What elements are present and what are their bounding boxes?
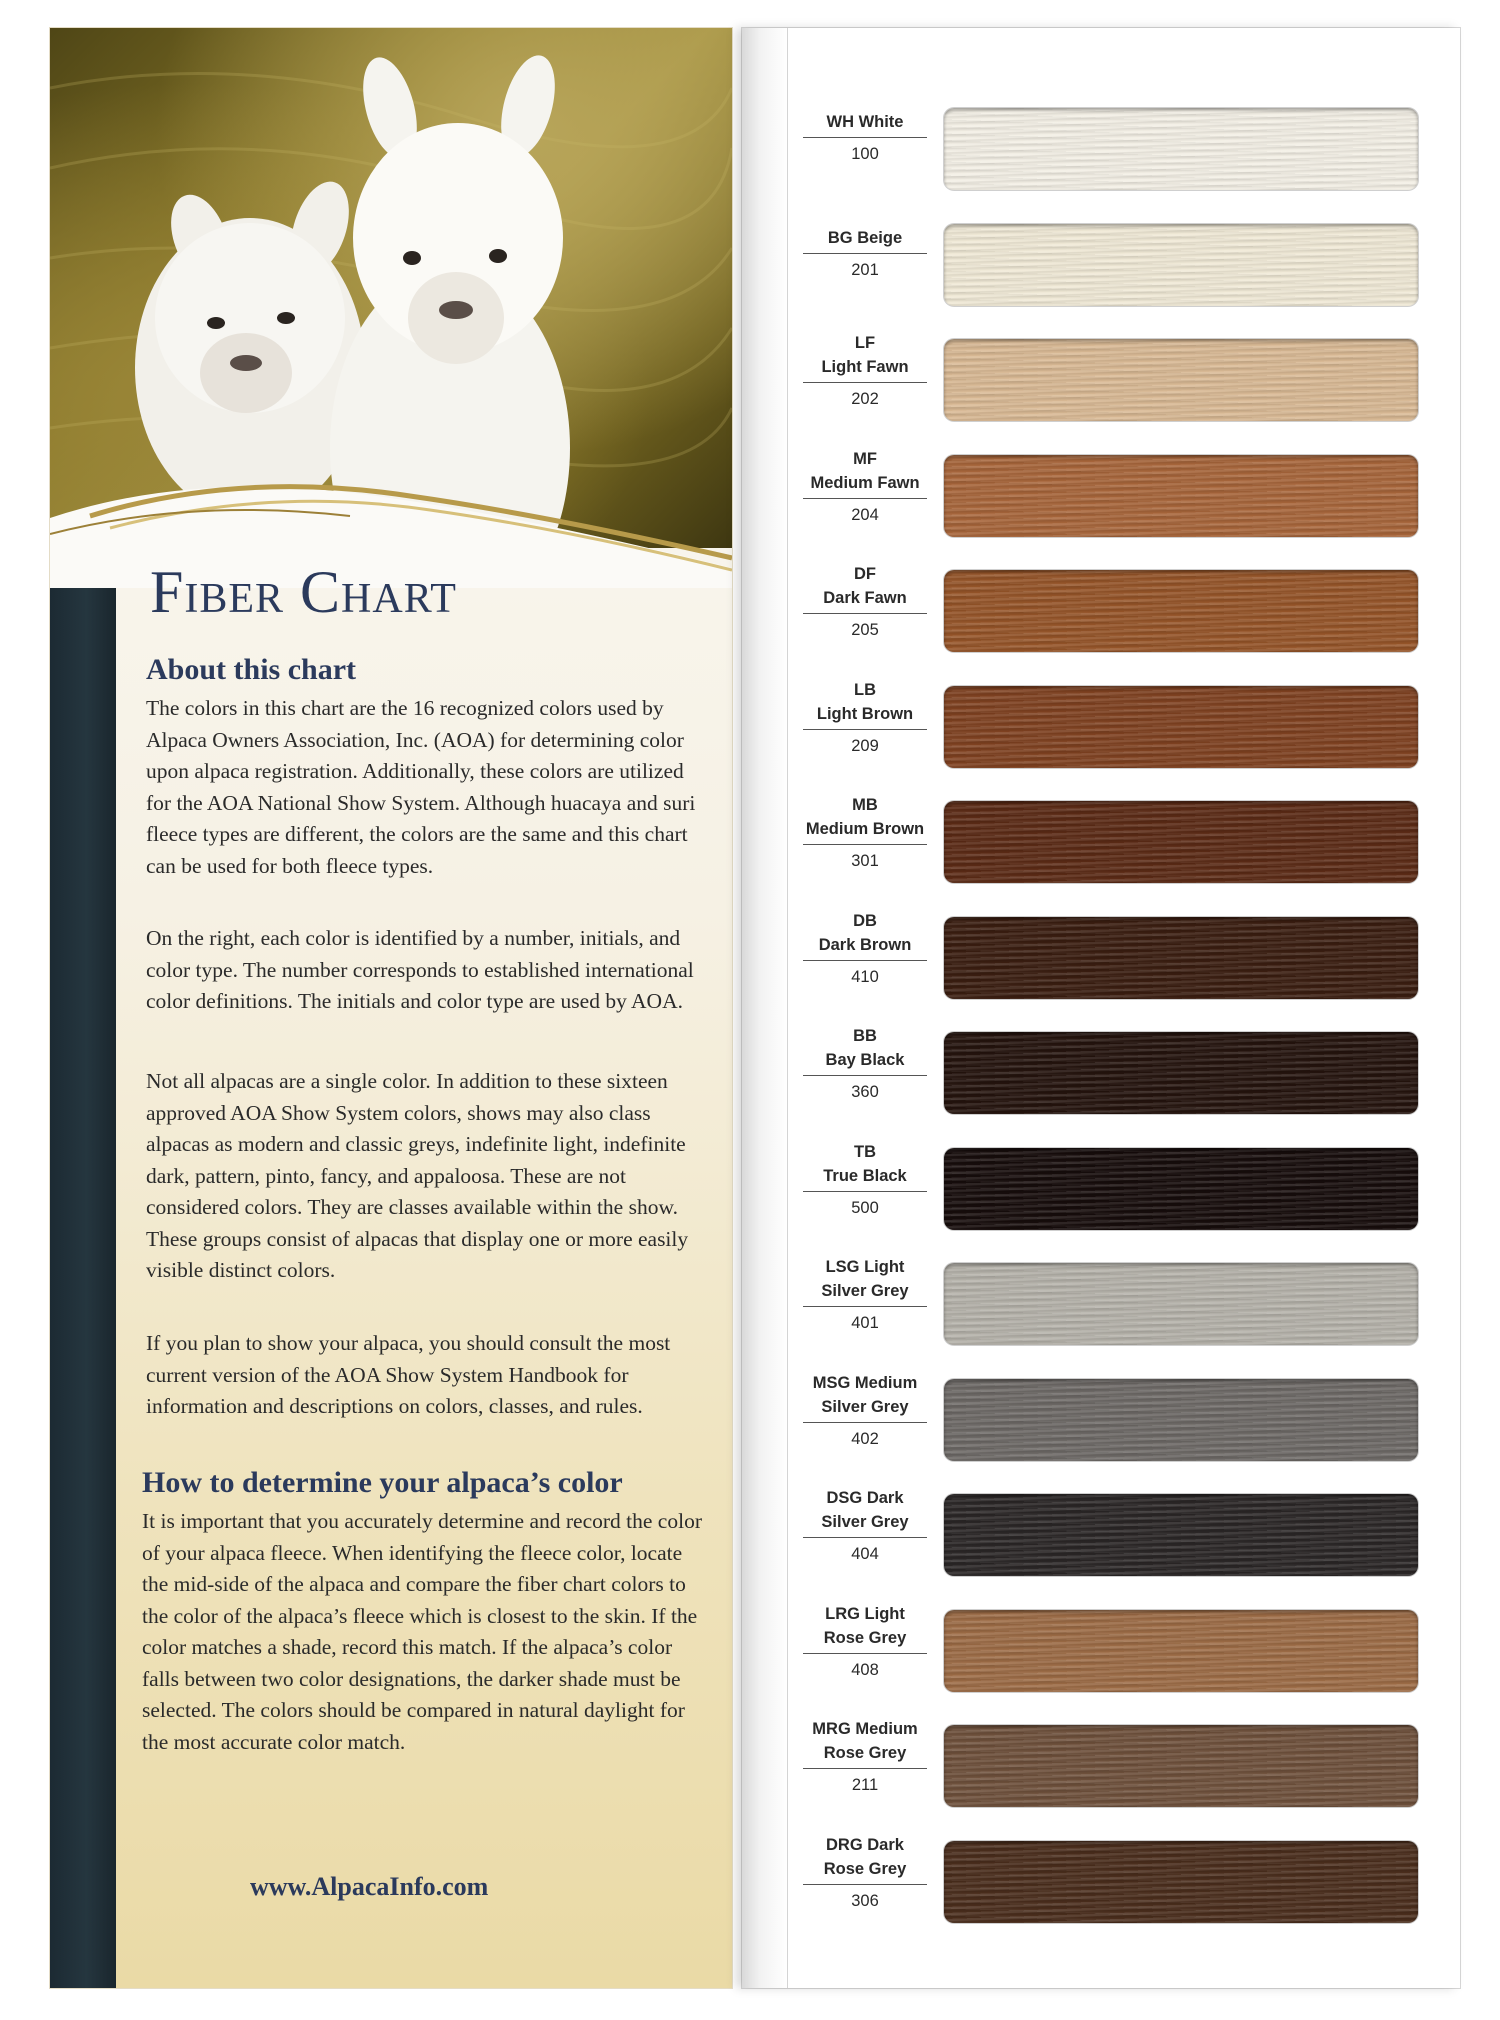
swatch-label bbox=[800, 1717, 930, 1797]
label-divider bbox=[803, 1075, 927, 1076]
swatch-initials: BB bbox=[853, 1027, 877, 1045]
fiber-swatch bbox=[944, 339, 1418, 421]
swatch-color-type: True Black bbox=[823, 1166, 907, 1185]
swatch-card bbox=[742, 28, 1460, 1988]
swatch-color-type: Silver Grey bbox=[821, 1513, 909, 1531]
swatch-label bbox=[800, 110, 930, 166]
swatch-label bbox=[800, 447, 930, 527]
website-url: www.AlpacaInfo.com bbox=[250, 1872, 489, 1901]
swatch-color-type: Silver Grey bbox=[821, 1282, 909, 1300]
swatch-row bbox=[742, 1373, 1460, 1473]
swatch-row bbox=[742, 1604, 1460, 1704]
fiber-swatch bbox=[944, 1032, 1418, 1114]
fiber-swatch bbox=[944, 917, 1418, 999]
swatch-label bbox=[800, 909, 930, 989]
swatch-color-type: Medium Fawn bbox=[810, 473, 920, 492]
swatch-initials: LB bbox=[854, 680, 876, 699]
swatch-initials: DSG Dark bbox=[826, 1489, 904, 1507]
swatch-initials: WH White bbox=[826, 113, 904, 131]
fiber-swatch bbox=[944, 108, 1418, 190]
label-divider bbox=[803, 1653, 927, 1654]
swatch-row bbox=[742, 1488, 1460, 1588]
label-divider bbox=[803, 613, 927, 614]
swatch-row bbox=[742, 795, 1460, 895]
swatch-label bbox=[800, 1255, 930, 1335]
swatch-row bbox=[742, 449, 1460, 549]
fiber-swatch bbox=[944, 1494, 1418, 1576]
label-divider bbox=[803, 382, 927, 383]
swatch-row bbox=[742, 564, 1460, 664]
swatch-row bbox=[742, 1257, 1460, 1357]
swatch-color-type: Rose Grey bbox=[823, 1859, 907, 1878]
swatch-number: 360 bbox=[851, 1083, 879, 1101]
label-divider bbox=[803, 1768, 927, 1769]
card-fold-crease bbox=[742, 28, 788, 1988]
label-divider bbox=[803, 137, 927, 138]
swatch-color-type: Light Brown bbox=[816, 704, 914, 723]
page-title: Fiber Chart bbox=[150, 559, 457, 625]
swatch-label bbox=[800, 793, 930, 873]
label-divider bbox=[803, 1306, 927, 1307]
fiber-swatch bbox=[944, 1263, 1418, 1345]
about-paragraph-3: Not all alpacas are a single color. In addition to these sixteen approved AOA Show System colors, shows may also class alpacas as modern and classic greys, indefinite light, indefinite dark, pattern, pinto, fancy, and appaloosa. These are not considered colors. They are classes available within the show. These groups consist of alpacas that display one or more easily visible distinct colors. bbox=[146, 1069, 689, 1282]
fiber-swatch bbox=[944, 1148, 1418, 1230]
about-heading: About this chart bbox=[146, 653, 357, 686]
swatch-row bbox=[742, 333, 1460, 433]
swatch-label bbox=[800, 331, 930, 411]
swatch-label bbox=[800, 1024, 930, 1104]
swatch-initials: LSG Light bbox=[825, 1258, 905, 1276]
swatch-number: 410 bbox=[851, 967, 879, 986]
swatch-initials: LRG Light bbox=[825, 1604, 905, 1623]
swatch-row bbox=[742, 1026, 1460, 1126]
swatch-initials: LF bbox=[854, 334, 876, 352]
swatch-number: 201 bbox=[851, 260, 879, 279]
label-divider bbox=[803, 1884, 927, 1885]
swatch-label bbox=[800, 1486, 930, 1566]
swatch-initials: DF bbox=[854, 565, 876, 583]
swatch-number: 202 bbox=[851, 390, 879, 408]
swatch-row bbox=[742, 680, 1460, 780]
swatch-number: 401 bbox=[851, 1314, 879, 1332]
swatch-label bbox=[800, 1833, 930, 1913]
about-paragraph-2: On the right, each color is identified by a number, initials, and color type. The number corresponds to established international color definitions. The initials and color type are used by AOA. bbox=[146, 926, 694, 1013]
fiber-swatch bbox=[944, 801, 1418, 883]
fiber-swatch bbox=[944, 1610, 1418, 1692]
label-divider bbox=[803, 1422, 927, 1423]
swatch-number: 306 bbox=[851, 1891, 879, 1910]
swatch-number: 100 bbox=[851, 145, 879, 163]
label-divider bbox=[803, 960, 927, 961]
swatch-initials: MSG Medium bbox=[812, 1373, 918, 1392]
swatch-initials: MF bbox=[853, 449, 877, 468]
fiber-swatch bbox=[944, 1379, 1418, 1461]
swatch-initials: TB bbox=[854, 1142, 876, 1161]
swatch-number: 408 bbox=[851, 1660, 879, 1679]
swatch-row bbox=[742, 1835, 1460, 1935]
swatch-row bbox=[742, 1142, 1460, 1242]
swatch-number: 211 bbox=[851, 1776, 879, 1794]
swatch-initials: MB bbox=[852, 796, 878, 814]
swatch-number: 205 bbox=[851, 621, 879, 639]
brochure-panel bbox=[50, 28, 732, 1988]
swatch-color-type: Rose Grey bbox=[823, 1744, 907, 1762]
fiber-swatch bbox=[944, 1841, 1418, 1923]
fiber-swatch bbox=[944, 455, 1418, 537]
label-divider bbox=[803, 1537, 927, 1538]
swatch-color-type: Dark Brown bbox=[818, 935, 912, 954]
swatch-number: 500 bbox=[851, 1198, 879, 1217]
swatch-label bbox=[800, 1602, 930, 1682]
swatch-initials: BG Beige bbox=[827, 228, 903, 247]
swatch-row bbox=[742, 218, 1460, 318]
fiber-swatch bbox=[944, 686, 1418, 768]
swatch-color-type: Light Fawn bbox=[821, 358, 909, 376]
swatch-label bbox=[800, 678, 930, 758]
label-divider bbox=[803, 253, 927, 254]
swatch-label bbox=[800, 1140, 930, 1220]
swatch-number: 204 bbox=[851, 505, 879, 524]
swatch-color-type: Dark Fawn bbox=[823, 589, 907, 607]
swatch-initials: MRG Medium bbox=[812, 1720, 918, 1738]
swatch-row bbox=[742, 102, 1460, 202]
fiber-swatch bbox=[944, 570, 1418, 652]
about-paragraph-4: If you plan to show your alpaca, you should consult the most current version of the AOA Show System Handbook for information and descriptions on colors, classes, and rules. bbox=[146, 1331, 671, 1418]
swatch-number: 209 bbox=[851, 736, 879, 755]
swatch-color-type: Medium Brown bbox=[805, 820, 925, 838]
swatch-initials: DB bbox=[853, 911, 877, 930]
label-divider bbox=[803, 844, 927, 845]
howto-heading: How to determine your alpaca’s color bbox=[142, 1466, 623, 1499]
label-divider bbox=[803, 498, 927, 499]
about-paragraph-1: The colors in this chart are the 16 recognized colors used by Alpaca Owners Association, Inc. (AOA) for determining color upon alpaca registration. Additionally, these colors are utilized for the AOA National Show System. Although huacaya and suri fleece types are different, the colors are the same and this chart can be used for both fleece types. bbox=[146, 696, 696, 878]
swatch-color-type: Silver Grey bbox=[821, 1397, 909, 1416]
swatch-color-type: Rose Grey bbox=[823, 1628, 907, 1647]
swatch-color-type: Bay Black bbox=[825, 1051, 905, 1069]
swatch-initials: DRG Dark bbox=[826, 1835, 904, 1854]
label-divider bbox=[803, 1191, 927, 1192]
label-divider bbox=[803, 729, 927, 730]
swatch-number: 402 bbox=[851, 1429, 879, 1448]
swatch-label bbox=[800, 1371, 930, 1451]
fiber-swatch bbox=[944, 224, 1418, 306]
swatch-label bbox=[800, 226, 930, 282]
howto-paragraph: It is important that you accurately determine and record the color of your alpaca fleece. When identifying the fleece color, locate the mid-side of the alpaca and compare the fiber chart colors to the color of the alpaca’s fleece which is closest to the skin. If the color matches a shade, record this match. If the alpaca’s color falls between two color designations, the darker shade must be selected. The colors should be compared in natural daylight for the most accurate color match. bbox=[142, 1509, 702, 1754]
swatch-number: 301 bbox=[851, 852, 879, 870]
fiber-swatch bbox=[944, 1725, 1418, 1807]
swatch-row bbox=[742, 1719, 1460, 1819]
swatch-label bbox=[800, 562, 930, 642]
swatch-row bbox=[742, 911, 1460, 1011]
swatch-number: 404 bbox=[851, 1545, 879, 1563]
